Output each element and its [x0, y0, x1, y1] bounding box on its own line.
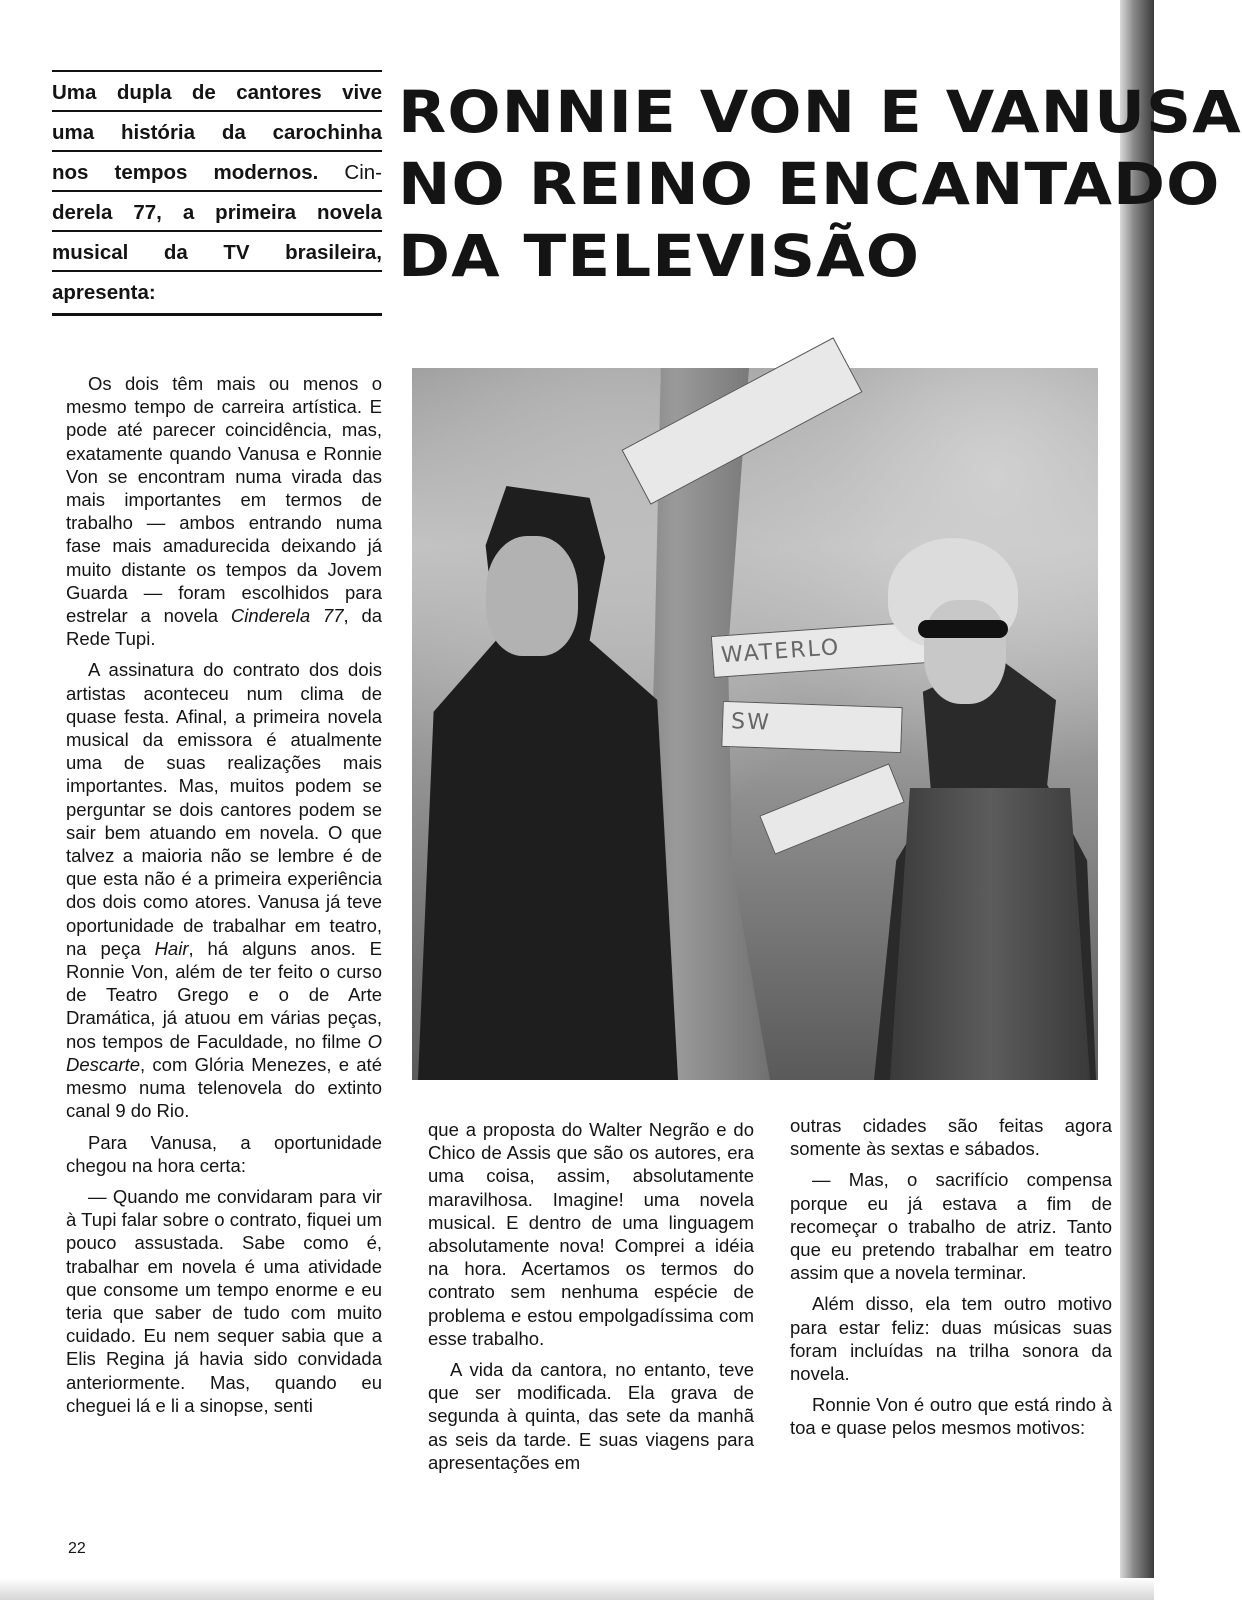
paragraph: Os dois têm mais ou menos o mesmo tempo de carreira artística. E pode até parecer coincidência, mas, exatamente quando Vanusa e Ronnie Von se encontram numa virada das mais importantes em termos de trabalho — ambos entrando numa fase mais amadurecida deixando já muito distante os tempos da Jovem Guarda — foram escolhidos para estrelar a novela Cinderela 77, da Rede Tupi.: [66, 373, 383, 650]
headline-line-1: RONNIE VON E VANUSA: [398, 78, 1242, 146]
paragraph: A assinatura do contrato dos dois artistas aconteceu num clima de quase festa. Afinal, a primeira novela musical da emissora é atualmente uma de suas realizações mais importantes. Mas, muitos podem se perguntar se dois cantores podem se sair bem atuando em novela. O que talvez a maioria não se lembre é de que esta não é a primeira experiência dos dois como atores. Vanusa já teve oportunidade de trabalhar em teatro, na peça Hair, há alguns anos. E Ronnie Von, além de ter feito o curso de Teatro Grego e o de Arte Dramática, já atuou em várias peças, nos tempos de Faculdade, no filme O Descarte, com Glória Menezes, e até mesmo numa telenovela do extinto canal 9 do Rio.: [66, 659, 383, 1122]
article-column-1: [66, 372, 382, 1425]
signpost-board: WATERLO: [711, 620, 943, 678]
deck-line: uma história da carochinha: [52, 112, 382, 152]
deck-line: derela 77, a primeira novela: [52, 192, 382, 232]
paragraph: Além disso, ela tem outro motivo para estar feliz: duas músicas suas foram incluídas na trilha sonora da novela.: [790, 1293, 1112, 1385]
signpost-board: [759, 763, 905, 854]
deck-line: Uma dupla de cantores vive: [52, 70, 382, 112]
paragraph: Para Vanusa, a oportunidade chegou na hora certa:: [66, 1131, 382, 1176]
paragraph: outras cidades são feitas agora somente às sextas e sábados.: [790, 1115, 1112, 1160]
headline-line-3: DA TELEVISÃO: [398, 222, 921, 290]
deck-line: nos tempos modernos. Cin-: [52, 152, 382, 192]
headline-line-2: NO REINO ENCANTADO: [398, 150, 1221, 218]
paragraph: — Mas, o sacrifício compensa porque eu já estava a fim de recomeçar o trabalho de atriz. Tanto que eu pretendo trabalhar em teatro assim que a novela terminar.: [790, 1169, 1112, 1284]
woman-dress: [890, 788, 1090, 1080]
paragraph: que a proposta do Walter Negrão e do Chico de Assis que são os autores, era uma coisa, assim, absolutamente maravilhosa. Imagine! uma novela musical. E dentro de uma linguagem absolutamente nova! Comprei a idéia na hora. Acertamos os termos do contrato sem nenhuma espécie de problema e estou empolgadíssima com esse trabalho.: [428, 1119, 754, 1349]
woman-face: [924, 600, 1006, 704]
deck-line: musical da TV brasileira,: [52, 232, 382, 272]
paragraph: Ronnie Von é outro que está rindo à toa e quase pelos mesmos motivos:: [790, 1394, 1112, 1439]
paragraph: A vida da cantora, no entanto, teve que ser modificada. Ela grava de segunda à quinta, das sete da manhã as seis da tarde. E suas viagens para apresentações em: [428, 1359, 754, 1473]
photo-ronnie-von-vanusa: [412, 368, 1098, 1080]
man-face: [486, 536, 578, 656]
article-column-3: [790, 1114, 1112, 1448]
page-number: 22: [68, 1540, 86, 1557]
paragraph: — Quando me convidaram para vir à Tupi falar sobre o contrato, fiquei um pouco assustada. Sabe como é, trabalhar em novela é uma atividade que consome um tempo enorme e eu teria que saber de tudo com muito cuidado. Eu nem sequer sabia que a Elis Regina já havia sido convidada anteriormente. Mas, quando eu cheguei lá e li a sinopse, senti: [66, 1185, 382, 1416]
headline: [398, 76, 1242, 292]
deck-intro: [52, 70, 382, 316]
signpost-board: SW: [721, 701, 902, 753]
sunglasses: [918, 620, 1008, 638]
signpost-board: [621, 337, 862, 504]
article-column-2: [428, 1118, 754, 1482]
page-bottom-shadow: [0, 1578, 1154, 1600]
deck-line: apresenta:: [52, 272, 382, 316]
